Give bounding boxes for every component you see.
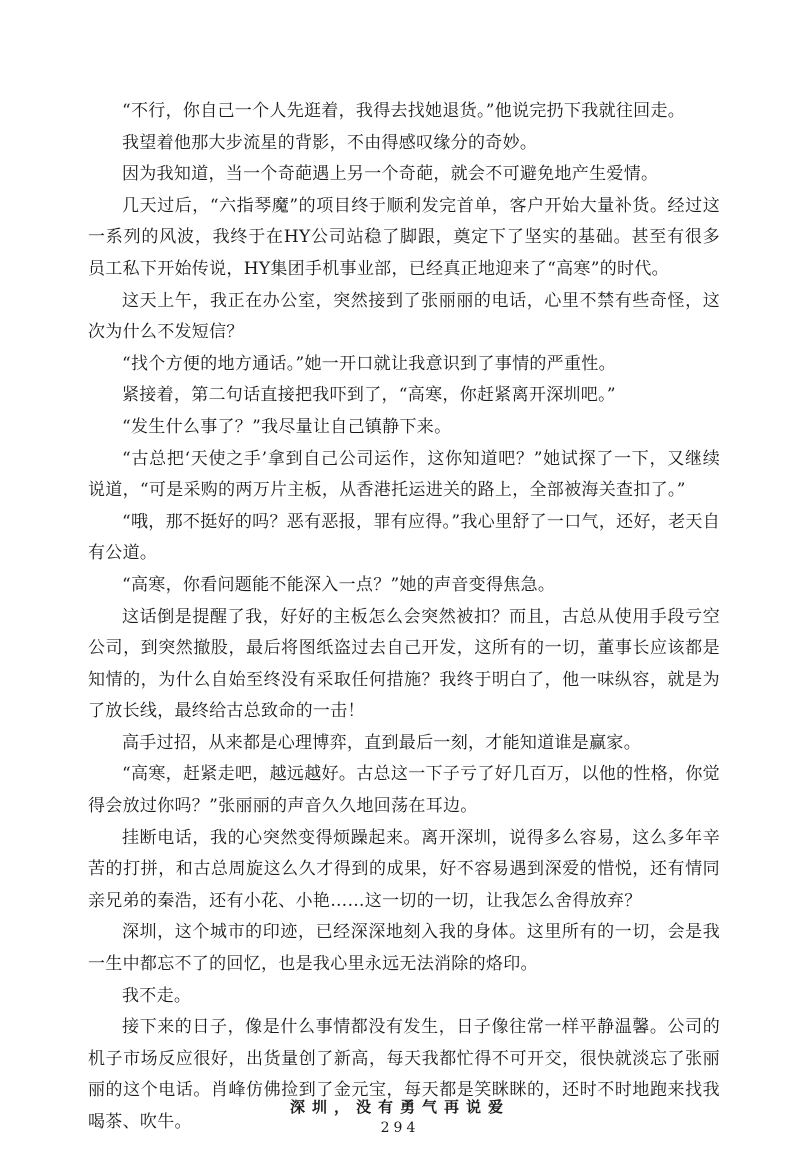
paragraph: “哦，那不挺好的吗？恶有恶报，罪有应得。”我心里舒了一口气，还好，老天自有公道。 [88, 511, 720, 564]
page-body [88, 96, 720, 1139]
paragraph: “不行，你自己一个人先逛着，我得去找她退货。”他说完扔下我就往回走。 [122, 101, 686, 121]
paragraph: 我望着他那大步流星的背影，不由得感叹缘分的奇妙。 [122, 132, 538, 153]
paragraph: “古总把‘天使之手’拿到自己公司运作，这你知道吧？”她试探了一下，又继续说道，“可是采购的两万片主板，从香港托运进关的路上，全部被海关查扣了。” [88, 448, 720, 501]
paragraph: “找个方便的地方通话。”她一开口就让我意识到了事情的严重性。 [122, 353, 616, 374]
paragraph: “高寒，赶紧走吧，越远越好。古总这一下子亏了好几百万，以他的性格，你觉得会放过你吗？”张丽丽的声音久久地回荡在耳边。 [88, 764, 720, 817]
paragraph: 挂断电话，我的心突然变得烦躁起来。离开深圳，说得多么容易，这么多年辛苦的打拼，和古总周旋这么久才得到的成果，好不容易遇到深爱的惜悦，还有情同亲兄弟的秦浩，还有小花、小艳……这一切的一切，让我怎么舍得放弃？ [88, 827, 720, 911]
paragraph: “发生什么事了？”我尽量让自己镇静下来。 [122, 416, 452, 437]
paragraph: 我不走。 [122, 985, 192, 1006]
paragraph: 高手过招，从来都是心理博弈，直到最后一刻，才能知道谁是赢家。 [122, 732, 641, 753]
paragraph: 这话倒是提醒了我，好好的主板怎么会突然被扣？而且，古总从使用手段亏空公司，到突然撤股，最后将图纸盗过去自己开发，这所有的一切，董事长应该都是知情的，为什么自始至终没有采取任何措施？我终于明白了，他一味纵容，就是为了放长线，最终给古总致命的一击！ [88, 606, 720, 722]
paragraph: 深圳，这个城市的印迹，已经深深地刻入我的身体。这里所有的一切，会是我一生中都忘不了的回忆，也是我心里永远无法消除的烙印。 [88, 922, 720, 975]
paragraph: 接下来的日子，像是什么事情都没有发生，日子像往常一样平静温馨。公司的机子市场反应很好，出货量创了新高，每天我都忙得不可开交，很快就淡忘了张丽丽的这个电话。肖峰仿佛捡到了金元宝，每天都是笑眯眯的，还时不时地跑来找我喝茶、吹牛。 [88, 1017, 720, 1132]
paragraph: “高寒，你看问题能不能深入一点？”她的声音变得焦急。 [122, 574, 556, 595]
book-title-footer: 深圳，没有勇气再说爱 [289, 1098, 510, 1116]
paragraph: 这天上午，我正在办公室，突然接到了张丽丽的电话，心里不禁有些奇怪，这次为什么不发短信？ [88, 290, 720, 343]
page-number: 294 [380, 1120, 420, 1136]
paragraph: 紧接着，第二句话直接把我吓到了，“高寒，你赶紧离开深圳吧。” [122, 385, 616, 406]
paragraph: 因为我知道，当一个奇葩遇上另一个奇葩，就会不可避免地产生爱情。 [122, 164, 659, 185]
paragraph: 几天过后，“六指琴魔”的项目终于顺利发完首单，客户开始大量补货。经过这一系列的风波，我终于在HY公司站稳了脚跟，奠定下了坚实的基础。甚至有很多员工私下开始传说，HY集团手机事业部，已经真正地迎来了“高寒”的时代。 [88, 195, 720, 279]
